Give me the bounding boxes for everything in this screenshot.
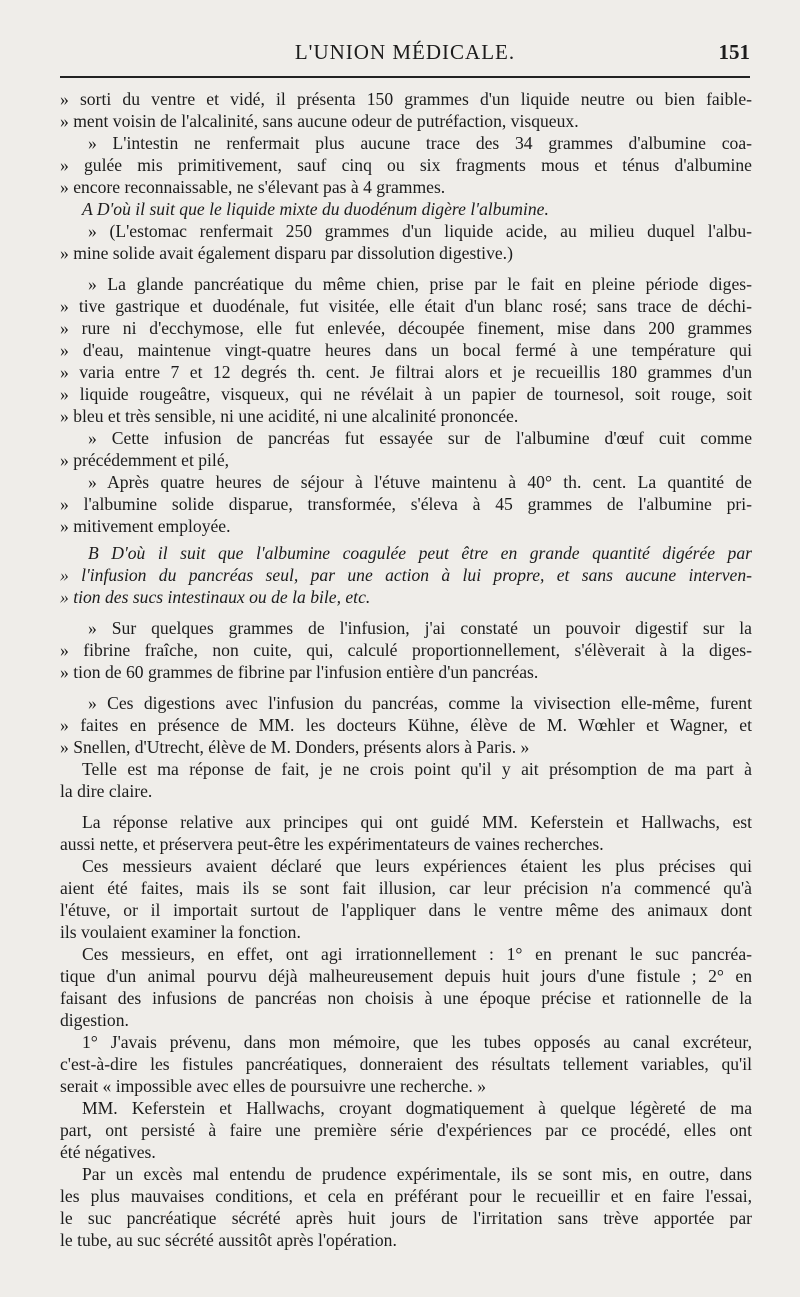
text-line: 1° J'avais prévenu, dans mon mémoire, que les tubes opposés au canal excréteur,	[82, 1032, 752, 1052]
text-line: » La glande pancréatique du même chien, prise par le fait en pleine période diges-	[88, 274, 752, 294]
text-line: » ment voisin de l'alcalinité, sans aucune odeur de putréfaction, visqueux.	[60, 111, 579, 131]
text-line: aient été faites, mais ils se sont fait illusion, car leur précision n'a commencé qu'à	[60, 878, 752, 898]
text-line: A D'où il suit que le liquide mixte du duodénum digère l'albumine.	[82, 199, 549, 219]
text-line: » Snellen, d'Utrecht, élève de M. Donders, présents alors à Paris. »	[60, 737, 530, 757]
text-line: » faites en présence de MM. les docteurs Kühne, élève de M. Wœhler et Wagner, et	[60, 715, 752, 735]
text-line: » tion des sucs intestinaux ou de la bile, etc.	[60, 587, 371, 607]
paragraph-gap	[60, 802, 752, 811]
text-line: » gulée mis primitivement, sauf cinq ou six fragments mous et ténus d'albumine	[60, 155, 752, 175]
text-line: » Cette infusion de pancréas fut essayée sur de l'albumine d'œuf cuit comme	[88, 428, 752, 448]
text-line: » mine solide avait également disparu par dissolution digestive.)	[60, 243, 513, 263]
text-line: la dire claire.	[60, 781, 153, 801]
text-line: » sorti du ventre et vidé, il présenta 150 grammes d'un liquide neutre ou bien faible-	[60, 89, 752, 109]
text-line: » tion de 60 grammes de fibrine par l'infusion entière d'un pancréas.	[60, 662, 539, 682]
text-line: serait « impossible avec elles de poursuivre une recherche. »	[60, 1076, 486, 1096]
text-line: » l'infusion du pancréas seul, par une action à lui propre, et sans aucune interven-	[60, 565, 752, 585]
text-line: été négatives.	[60, 1142, 156, 1162]
running-head	[60, 40, 750, 74]
text-line: » encore reconnaissable, ne s'élevant pas à 4 grammes.	[60, 177, 446, 197]
paragraph-gap	[60, 264, 752, 273]
text-line: » Sur quelques grammes de l'infusion, j'ai constaté un pouvoir digestif sur la	[88, 618, 752, 638]
text-line: La réponse relative aux principes qui ont guidé MM. Keferstein et Hallwachs, est	[82, 812, 752, 832]
text-line: » L'intestin ne renfermait plus aucune trace des 34 grammes d'albumine coa-	[88, 133, 752, 153]
text-line: tique d'un animal pourvu déjà malheureusement depuis huit jours d'une fistule ; 2° en	[60, 966, 752, 986]
text-line: le tube, au suc sécrété aussitôt après l'opération.	[60, 1230, 397, 1250]
text-line: Ces messieurs, en effet, ont agi irrationnellement : 1° en prenant le suc pancréa-	[82, 944, 752, 964]
text-line: » d'eau, maintenue vingt-quatre heures dans un bocal fermé à une température qui	[60, 340, 752, 360]
text-line: c'est-à-dire les fistules pancréatiques, donneraient des résultats tellement variables, qu'il	[60, 1054, 752, 1074]
text-line: » Après quatre heures de séjour à l'étuve maintenu à 40° th. cent. La quantité de	[88, 472, 752, 492]
text-line: » tive gastrique et duodénale, fut visitée, elle était d'un blanc rosé; sans trace de déchi-	[60, 296, 752, 316]
text-line: faisant des infusions de pancréas non choisis à une époque précise et rationnelle de la	[60, 988, 752, 1008]
text-line: » fibrine fraîche, non cuite, qui, calculé proportionnellement, s'élèverait à la diges-	[60, 640, 752, 660]
paragraph-gap	[60, 608, 752, 617]
text-line: » bleu et très sensible, ni une acidité, ni une alcalinité prononcée.	[60, 406, 519, 426]
text-line: MM. Keferstein et Hallwachs, croyant dogmatiquement à quelque légèreté de ma	[82, 1098, 752, 1118]
text-line: » rure ni d'ecchymose, elle fut enlevée, découpée finement, mise dans 200 grammes	[60, 318, 752, 338]
text-line: les plus mauvaises conditions, et cela en préférant pour le recueillir et en faire l'essai,	[60, 1186, 752, 1206]
text-line: » Ces digestions avec l'infusion du pancréas, comme la vivisection elle-même, furent	[88, 693, 752, 713]
journal-title: L'UNION MÉDICALE.	[294, 40, 516, 64]
text-line: » (L'estomac renfermait 250 grammes d'un liquide acide, au milieu duquel l'albu-	[88, 221, 752, 241]
paragraph-gap	[60, 683, 752, 692]
text-line: part, ont persisté à faire une première série d'expériences par ce procédé, elles ont	[60, 1120, 752, 1140]
text-line: le suc pancréatique sécrété après huit jours de l'irritation sans trève apportée par	[60, 1208, 752, 1228]
body-text	[60, 88, 752, 1251]
text-line: Par un excès mal entendu de prudence expérimentale, ils se sont mis, en outre, dans	[82, 1164, 752, 1184]
text-line: ils voulaient examiner la fonction.	[60, 922, 301, 942]
text-line: Telle est ma réponse de fait, je ne crois point qu'il y ait présomption de ma part à	[82, 759, 752, 779]
text-line: B D'où il suit que l'albumine coagulée peut être en grande quantité digérée par	[88, 543, 752, 563]
text-line: » l'albumine solide disparue, transformée, s'éleva à 45 grammes de l'albumine pri-	[60, 494, 752, 514]
text-line: Ces messieurs avaient déclaré que leurs expériences étaient les plus précises qui	[82, 856, 752, 876]
text-line: » varia entre 7 et 12 degrés th. cent. Je filtrai alors et je recueillis 180 grammes d'un	[60, 362, 752, 382]
text-line: » mitivement employée.	[60, 516, 231, 536]
page-number: 151	[718, 40, 750, 64]
header-rule	[60, 76, 750, 78]
text-line: » précédemment et pilé,	[60, 450, 230, 470]
text-line: digestion.	[60, 1010, 129, 1030]
text-line: » liquide rougeâtre, visqueux, qui ne révélait à un papier de tournesol, soit rouge, soit	[60, 384, 752, 404]
text-line: aussi nette, et préservera peut-être les expérimentateurs de vaines recherches.	[60, 834, 604, 854]
text-line: l'étuve, or il importait surtout de l'appliquer dans le ventre même des animaux dont	[60, 900, 752, 920]
